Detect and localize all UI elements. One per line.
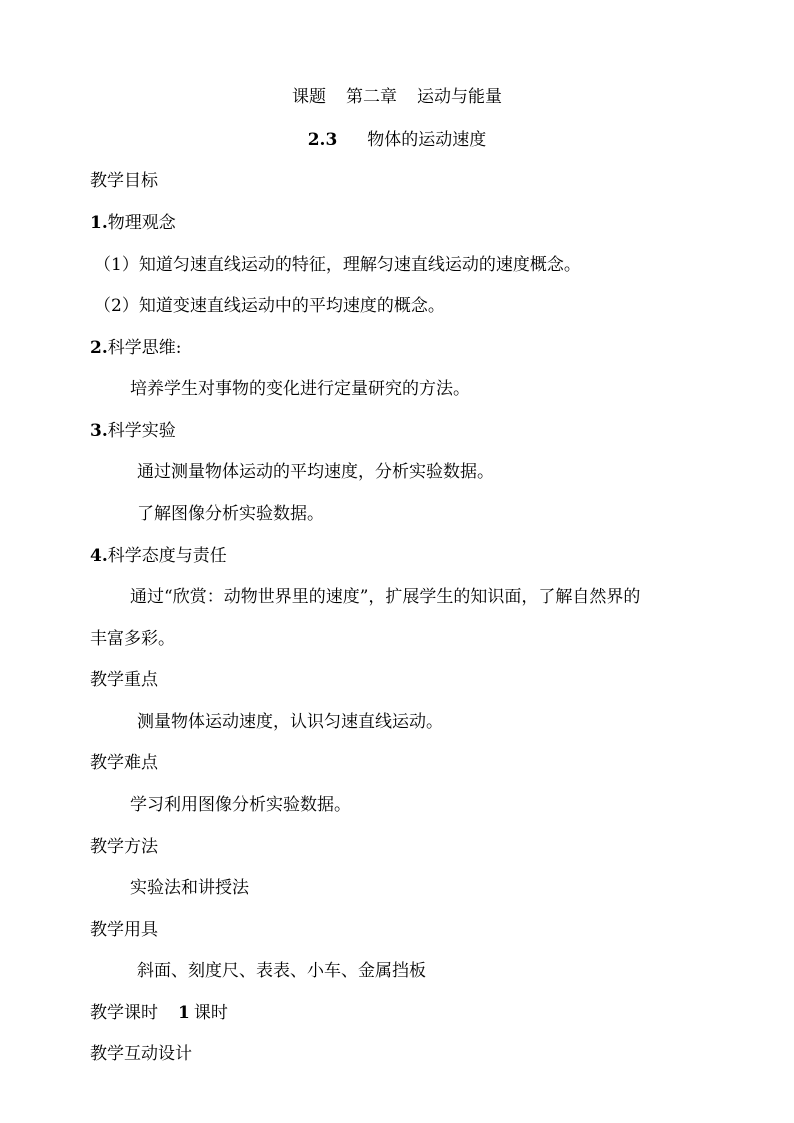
title-chapter: 第二章 [346, 87, 397, 107]
objective-1-text: 物理观念 [107, 213, 176, 233]
objective-3-number: 3. [90, 421, 108, 441]
methods-heading: 教学方法 [90, 837, 158, 857]
objective-2-number: 2. [90, 338, 108, 358]
objective-2-label [90, 337, 181, 359]
difficulties-text: 学习利用图像分析实验数据。 [130, 795, 351, 815]
title-topic: 运动与能量 [417, 87, 502, 107]
section-subtitle [0, 129, 794, 151]
section-title: 物体的运动速度 [367, 130, 487, 150]
periods-heading: 教学课时 [90, 1003, 158, 1023]
objective-1-number: 1. [90, 213, 108, 233]
periods-unit: 课时 [193, 1003, 228, 1023]
objective-1-label [90, 212, 176, 234]
tools-text: 斜面、刻度尺、表表、小车、金属挡板 [137, 961, 426, 981]
objective-3-line-2: 了解图像分析实验数据。 [137, 504, 324, 524]
objective-1-item-2: （2）知道变速直线运动中的平均速度的概念。 [94, 296, 445, 316]
key-points-heading: 教学重点 [90, 670, 158, 690]
objective-2-text: 科学思维: [107, 338, 182, 358]
objective-4-line-1: 通过“欣赏：动物世界里的速度”，扩展学生的知识面，了解自然界的 [130, 587, 641, 607]
methods-text: 实验法和讲授法 [130, 878, 249, 898]
title-prefix: 课题 [292, 87, 326, 107]
objective-1-item-1: （1）知道匀速直线运动的特征，理解匀速直线运动的速度概念。 [94, 255, 581, 275]
key-points-text: 测量物体运动速度，认识匀速直线运动。 [137, 712, 443, 732]
objective-4-line-2: 丰富多彩。 [90, 629, 175, 649]
objective-3-text: 科学实验 [107, 421, 176, 441]
objectives-heading: 教学目标 [90, 171, 158, 191]
difficulties-heading: 教学难点 [90, 753, 158, 773]
section-number: 2.3 [307, 130, 338, 150]
page-title [0, 86, 794, 108]
objective-3-line-1: 通过测量物体运动的平均速度，分析实验数据。 [137, 462, 494, 482]
objective-4-number: 4. [90, 546, 108, 566]
periods-line [90, 1002, 228, 1024]
periods-count: 1 [178, 1003, 190, 1023]
objective-3-label [90, 420, 176, 442]
objective-4-text: 科学态度与责任 [107, 546, 227, 566]
design-heading: 教学互动设计 [90, 1044, 192, 1064]
objective-2-content: 培养学生对事物的变化进行定量研究的方法。 [130, 379, 470, 399]
tools-heading: 教学用具 [90, 920, 158, 940]
objective-4-label [90, 545, 227, 567]
